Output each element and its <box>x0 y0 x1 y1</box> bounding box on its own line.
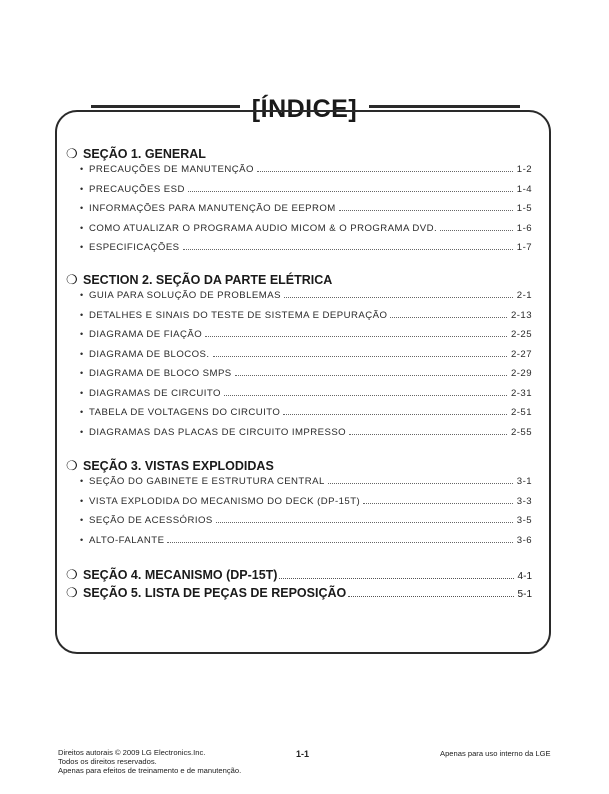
hollow-circle-icon: ❍ <box>66 567 78 582</box>
hollow-circle-icon: ❍ <box>66 458 78 473</box>
dot-leader <box>257 171 513 172</box>
toc-entry-label: SEÇÃO DO GABINETE E ESTRUTURA CENTRAL <box>89 476 325 487</box>
usage-line: Apenas para efeitos de treinamento e de manutenção. <box>58 766 242 775</box>
toc-entry-page: 2-51 <box>510 407 532 418</box>
toc-entry-label: TABELA DE VOLTAGENS DO CIRCUITO <box>89 407 281 418</box>
bullet-dot-icon: • <box>80 309 84 320</box>
toc-entry-label: VISTA EXPLODIDA DO MECANISMO DO DECK (DP-15T) <box>89 495 361 507</box>
section-heading[interactable] <box>66 585 532 603</box>
toc-entry-label: ALTO-FALANTE <box>89 534 165 546</box>
toc-entry-label: DIAGRAMA DE BLOCO SMPS <box>89 368 232 379</box>
toc-entry[interactable] <box>66 242 532 262</box>
section-page: 5-1 <box>517 589 532 600</box>
toc-entry-label: PRECAUÇÕES ESD <box>89 183 185 195</box>
toc-entry-page: 3-3 <box>516 495 532 507</box>
dot-leader <box>224 395 507 396</box>
toc-entry-page: 3-5 <box>516 515 532 526</box>
section-2 <box>66 272 532 446</box>
bullet-dot-icon: • <box>80 387 84 398</box>
toc-entry-page: 2-29 <box>510 368 532 379</box>
toc-entry[interactable] <box>66 349 532 369</box>
toc-entry-label: COMO ATUALIZAR O PROGRAMA AUDIO MICOM & O PROGRAMA DVD. <box>89 222 438 234</box>
dot-leader <box>188 191 513 192</box>
toc-entry-page: 3-6 <box>516 534 532 546</box>
toc-entry-page: 1-4 <box>516 183 532 195</box>
toc-entry-label: DIAGRAMAS DE CIRCUITO <box>89 387 221 399</box>
toc-entry[interactable] <box>66 184 532 204</box>
footer-copyright <box>58 748 241 775</box>
toc-entry-label: SEÇÃO DE ACESSÓRIOS <box>89 515 213 526</box>
dot-leader <box>283 414 507 415</box>
bullet-dot-icon: • <box>80 426 84 437</box>
dot-leader <box>328 483 513 484</box>
dot-leader <box>235 375 507 376</box>
section-heading[interactable] <box>66 567 532 585</box>
section-4 <box>66 567 532 585</box>
toc-entry[interactable] <box>66 203 532 223</box>
bullet-dot-icon: • <box>80 534 84 545</box>
bullet-dot-icon: • <box>80 368 84 378</box>
section-5 <box>66 585 532 603</box>
toc-entry[interactable] <box>66 310 532 330</box>
section-1 <box>66 146 532 262</box>
toc-entry-page: 2-31 <box>510 387 532 399</box>
toc-entry[interactable] <box>66 388 532 408</box>
rights-line: Todos os direitos reservados. <box>58 757 157 766</box>
toc-entry-label: GUIA PARA SOLUÇÃO DE PROBLEMAS <box>89 290 281 301</box>
bullet-dot-icon: • <box>80 329 84 339</box>
section-heading[interactable] <box>66 272 532 290</box>
dot-leader <box>363 503 513 504</box>
toc-entry-label: DIAGRAMA DE FIAÇÃO <box>89 329 203 340</box>
toc-entry[interactable] <box>66 496 532 516</box>
toc-entry-page: 2-27 <box>510 348 532 360</box>
bullet-dot-icon: • <box>80 242 84 252</box>
section-page: 4-1 <box>517 571 532 582</box>
toc-entry[interactable] <box>66 223 532 243</box>
bullet-dot-icon: • <box>80 495 84 506</box>
dot-leader <box>216 522 513 523</box>
toc-entry[interactable] <box>66 290 532 310</box>
toc-entry-page: 2-1 <box>516 290 532 301</box>
toc-entry[interactable] <box>66 515 532 535</box>
toc-entry-label: ESPECIFICAÇÕES <box>89 242 180 253</box>
dot-leader <box>339 210 513 211</box>
toc-entry-page: 1-7 <box>516 242 532 253</box>
toc-entry-page: 1-6 <box>516 222 532 234</box>
dot-leader <box>213 356 507 357</box>
dot-leader <box>440 230 513 231</box>
toc-entry-page: 2-25 <box>510 329 532 340</box>
bullet-dot-icon: • <box>80 183 84 194</box>
section-heading[interactable] <box>66 146 532 164</box>
toc-entry[interactable] <box>66 164 532 184</box>
toc-entry-label: DIAGRAMA DE BLOCOS. <box>89 348 210 360</box>
section-title: SEÇÃO 1. GENERAL <box>83 147 206 161</box>
footer-internal-use: Apenas para uso interno da LGE <box>440 749 551 758</box>
bullet-dot-icon: • <box>80 476 84 486</box>
toc-entry[interactable] <box>66 476 532 496</box>
bullet-dot-icon: • <box>80 348 84 359</box>
bullet-dot-icon: • <box>80 164 84 174</box>
toc-entry-label: INFORMAÇÕES PARA MANUTENÇÃO DE EEPROM <box>89 203 336 214</box>
section-title: SEÇÃO 4. MECANISMO (DP-15T) <box>83 568 278 582</box>
toc-entry-label: DETALHES E SINAIS DO TESTE DE SISTEMA E DEPURAÇÃO <box>89 309 388 321</box>
toc-entry-page: 2-13 <box>510 309 532 321</box>
dot-leader <box>167 542 512 543</box>
bullet-dot-icon: • <box>80 515 84 525</box>
dot-leader <box>349 434 507 435</box>
section-heading[interactable] <box>66 458 532 476</box>
page-number: 1-1 <box>296 749 310 759</box>
toc-entry-page: 3-1 <box>516 476 532 487</box>
toc-entry[interactable] <box>66 329 532 349</box>
section-title: SEÇÃO 3. VISTAS EXPLODIDAS <box>83 459 274 473</box>
toc-entry-label: DIAGRAMAS DAS PLACAS DE CIRCUITO IMPRESSO <box>89 426 347 438</box>
copyright-line: Direitos autorais © 2009 LG Electronics.Inc. <box>58 748 206 757</box>
dot-leader <box>284 297 513 298</box>
toc-entry-page: 1-5 <box>516 203 532 214</box>
section-title: SEÇÃO 5. LISTA DE PEÇAS DE REPOSIÇÃO <box>83 586 347 600</box>
hollow-circle-icon: ❍ <box>66 585 78 600</box>
toc-entry-page: 2-55 <box>510 426 532 438</box>
bullet-dot-icon: • <box>80 290 84 300</box>
toc-entry[interactable] <box>66 368 532 388</box>
toc-entry[interactable] <box>66 535 532 555</box>
toc-entry[interactable] <box>66 427 532 447</box>
bullet-dot-icon: • <box>80 203 84 213</box>
dot-leader <box>183 249 513 250</box>
section-3 <box>66 458 532 554</box>
bullet-dot-icon: • <box>80 222 84 233</box>
toc-entry[interactable] <box>66 407 532 427</box>
page-title: [ÍNDICE] <box>240 95 369 124</box>
bullet-dot-icon: • <box>80 407 84 417</box>
dot-leader <box>390 317 507 318</box>
dot-leader <box>348 596 513 597</box>
hollow-circle-icon: ❍ <box>66 146 78 161</box>
section-title: SECTION 2. SEÇÃO DA PARTE ELÉTRICA <box>83 273 333 287</box>
dot-leader <box>205 336 507 337</box>
hollow-circle-icon: ❍ <box>66 272 78 287</box>
toc-entry-label: PRECAUÇÕES DE MANUTENÇÃO <box>89 164 254 175</box>
dot-leader <box>279 578 513 579</box>
toc-entry-page: 1-2 <box>516 164 532 175</box>
